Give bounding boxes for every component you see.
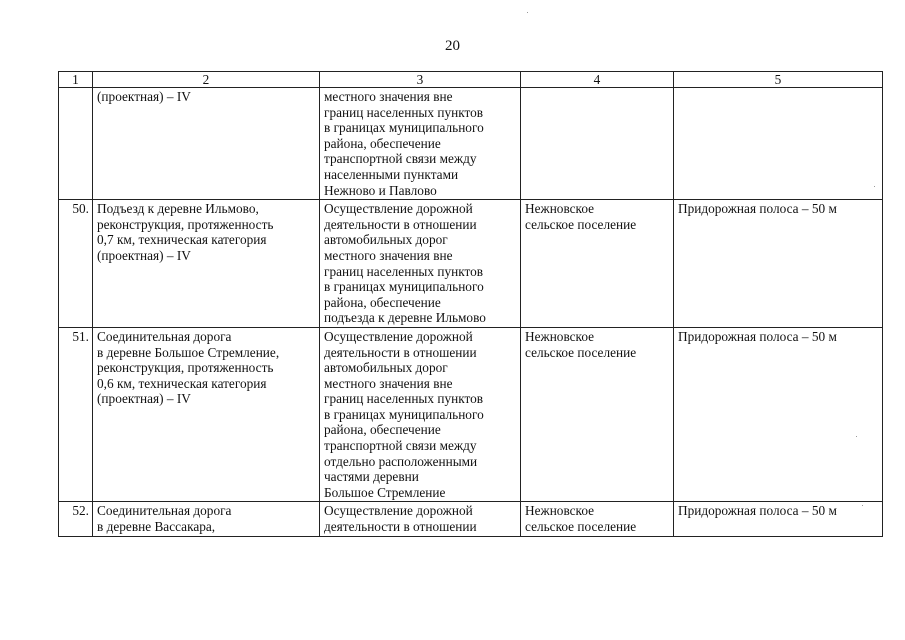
zone-cell: Придорожная полоса – 50 м [674,327,883,502]
location-cell [521,88,674,200]
row-number [59,88,93,200]
scan-speck [856,436,857,437]
purpose-cell: Осуществление дорожной деятельности в отношении автомобильных дорог местного значения вне границ населенных пунктов в границах муниципального района, обеспечение транспортной связи между отдельно расположенными частями деревни Большое Стремление [320,327,521,502]
location-cell: Нежновское сельское поселение [521,327,674,502]
row-number: 52. [59,502,93,536]
scan-speck [862,505,863,506]
table-row [59,327,883,502]
object-name-cell: Соединительная дорога в деревне Вассакара, [93,502,320,536]
column-header-5: 5 [674,72,883,88]
column-header-3: 3 [320,72,521,88]
zone-cell [674,88,883,200]
row-number: 51. [59,327,93,502]
table-row [59,88,883,200]
table-row [59,502,883,536]
object-name-cell: Подъезд к деревне Ильмово, реконструкция, протяженность 0,7 км, техническая категория (проектная) – IV [93,200,320,328]
row-number: 50. [59,200,93,328]
document-table [58,71,883,537]
location-cell: Нежновское сельское поселение [521,200,674,328]
purpose-cell: Осуществление дорожной деятельности в отношении [320,502,521,536]
page-number: 20 [445,38,460,54]
table-row [59,200,883,328]
object-name-cell: (проектная) – IV [93,88,320,200]
table-header-row [59,72,883,88]
column-header-2: 2 [93,72,320,88]
column-header-1: 1 [59,72,93,88]
purpose-cell: Осуществление дорожной деятельности в отношении автомобильных дорог местного значения вне границ населенных пунктов в границах муниципального района, обеспечение подъезда к деревне Ильмово [320,200,521,328]
column-header-4: 4 [521,72,674,88]
zone-cell: Придорожная полоса – 50 м [674,502,883,536]
scan-speck [874,186,875,187]
scan-speck [527,12,528,13]
location-cell: Нежновское сельское поселение [521,502,674,536]
zone-cell: Придорожная полоса – 50 м [674,200,883,328]
purpose-cell: местного значения вне границ населенных пунктов в границах муниципального района, обеспечение транспортной связи между населенными пунктами Нежново и Павлово [320,88,521,200]
object-name-cell: Соединительная дорога в деревне Большое Стремление, реконструкция, протяженность 0,6 км, техническая категория (проектная) – IV [93,327,320,502]
